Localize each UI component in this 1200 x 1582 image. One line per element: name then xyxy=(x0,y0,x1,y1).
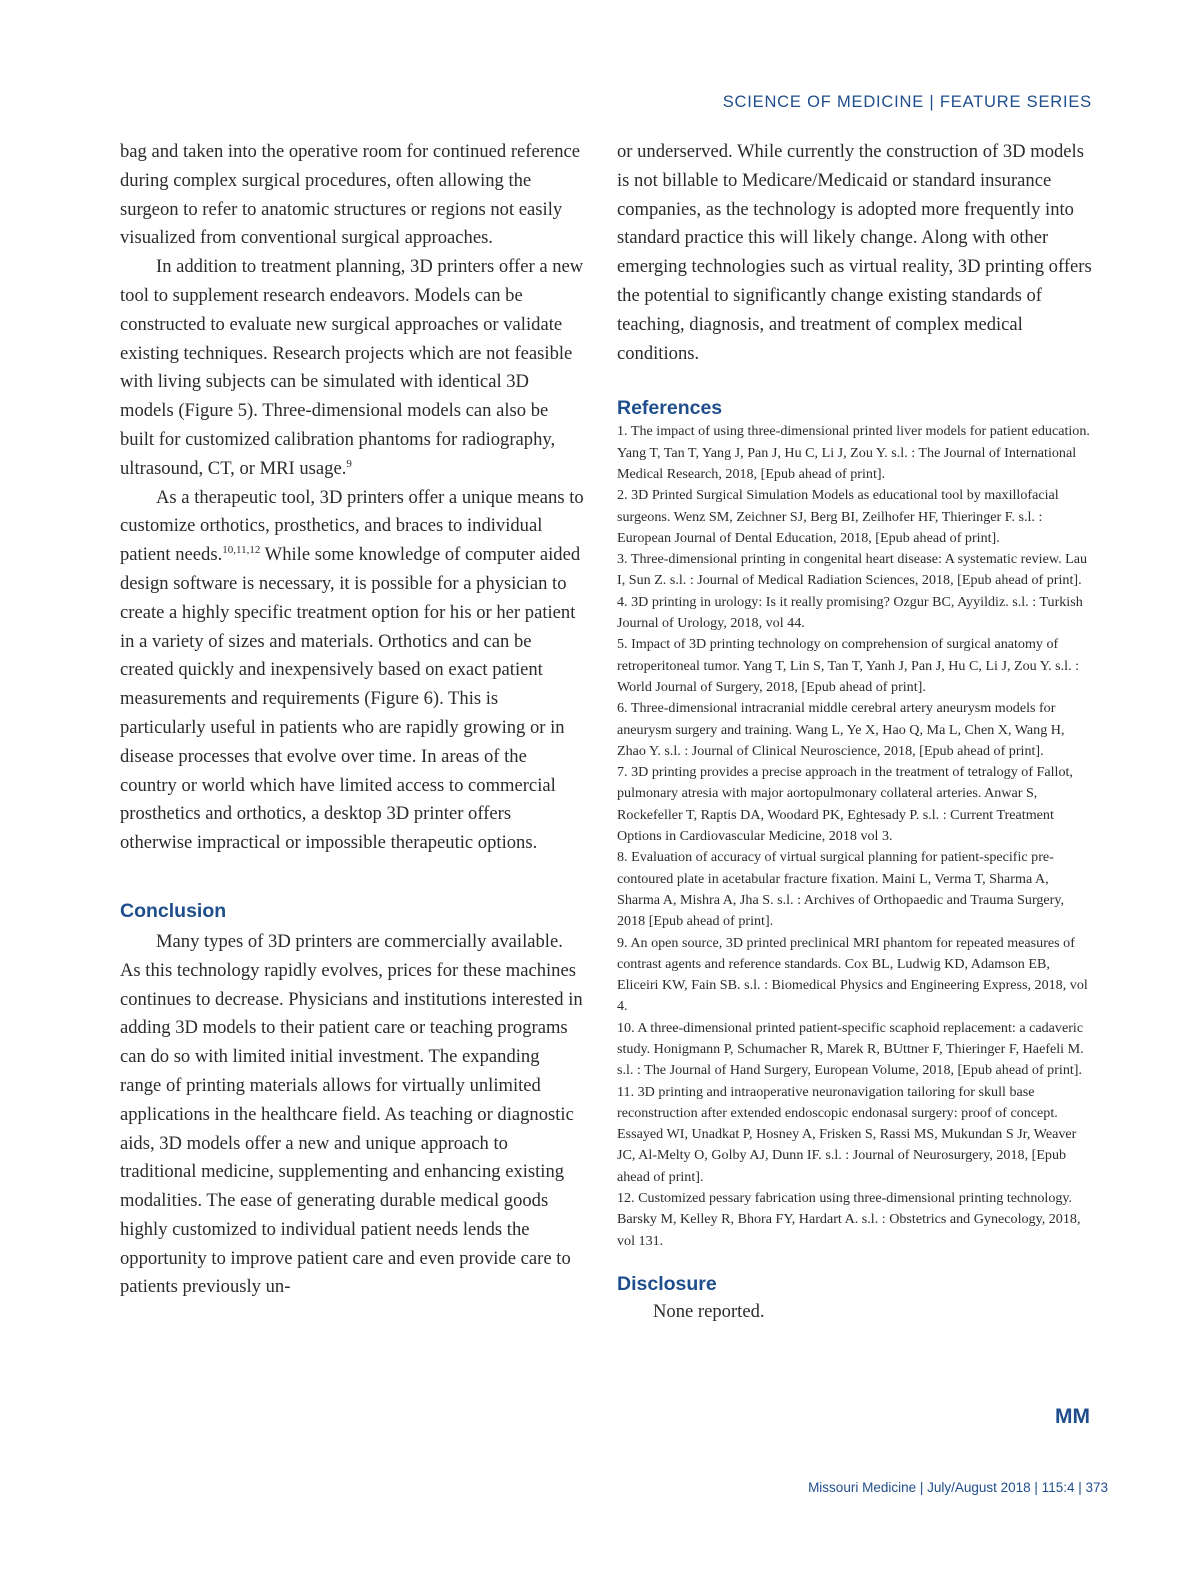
reference-item: 8. Evaluation of accuracy of virtual surgical planning for patient-specific pre-contoured plate in acetabular fracture fixation. Maini L, Verma T, Sharma A, Sharma A, Mishra A, Jha S. s.l. : Archives of Orthopaedic and Trauma Surgery, 2018 [Epub ahead of print]. xyxy=(617,849,1065,930)
citation-superscript: 9 xyxy=(346,457,352,470)
paragraph-therapeutic xyxy=(120,484,585,858)
paragraph-continuation: or underserved. While currently the construction of 3D models is not billable to Medicare/Medicaid or standard insurance companies, as the technology is adopted more frequently into standard practice this will likely change. Along with other emerging technologies such as virtual reality, 3D printing offers the potential to significantly change existing standards of teaching, diagnosis, and treatment of complex medical conditions. xyxy=(617,141,1092,364)
disclosure-heading: Disclosure xyxy=(617,1272,717,1295)
paragraph-therapeutic-text-a: As a therapeutic tool, 3D printers offer a unique means to customize orthotics, prosthetics, and braces to individual patient needs. xyxy=(120,486,584,566)
reference-item: 2. 3D Printed Surgical Simulation Models as educational tool by maxillofacial surgeons. Wenz SM, Zeichner SJ, Berg BI, Zeilhofer HF, Thieringer F. s.l. : European Journal of Dental Education, 2018, [Epub ahead of print]. xyxy=(617,487,1059,546)
right-column xyxy=(617,138,1093,1325)
reference-item: 4. 3D printing in urology: Is it really promising? Ozgur BC, Ayyildiz. s.l. : Turkish Journal of Urology, 2018, vol 44. xyxy=(617,593,1083,632)
paragraph-intro: bag and taken into the operative room for continued reference during complex surgical procedures, often allowing the surgeon to refer to anatomic structures or regions not easily visualized from conventional surgical approaches. xyxy=(120,141,580,249)
reference-item: 10. A three-dimensional printed patient-specific scaphoid replacement: a cadaveric study. Honigmann P, Schumacher R, Marek R, BUttner F, Thieringer F, Haefeli M. s.l. : The Journal of Hand Surgery, European Volume, 2018, [Epub ahead of print]. xyxy=(617,1019,1084,1079)
conclusion-heading: Conclusion xyxy=(120,899,227,922)
reference-item: 6. Three-dimensional intracranial middle cerebral artery aneurysm models for aneurysm surgery and training. Wang L, Ye X, Hao Q, Ma L, Chen X, Wang H, Zhao Y. s.l. : Journal of Clinical Neuroscience, 2018, [Epub ahead of print]. xyxy=(617,700,1065,759)
reference-item: 12. Customized pessary fabrication using three-dimensional printing technology. Barsky M, Kelley R, Bhora FY, Hardart A. s.l. : Obstetrics and Gynecology, 2018, vol 131. xyxy=(617,1190,1081,1249)
reference-item: 11. 3D printing and intraoperative neuronavigation tailoring for skull base reconstruction after extended endoscopic endonasal surgery: proof of concept. Essayed WI, Unadkat P, Hosney A, Frisken S, Rassi MS, Mukundan S Jr, Weaver JC, Al-Melty O, Golby AJ, Dunn IF. s.l. : Journal of Neurosurgery, 2018, [Epub ahead of print]. xyxy=(617,1083,1077,1185)
paragraph-therapeutic-text-b: While some knowledge of computer aided design software is necessary, it is possible for a physician to create a highly specific treatment option for his or her patient in a variety of sizes and materials. Orthotics and can be created quickly and inexpensively based on exact patient measurements and requirements (Figure 6). This is particularly useful in patients who are rapidly growing or in disease processes that evolve over time. In areas of the country or world which have limited access to commercial prosthetics and orthotics, a desktop 3D printer offers otherwise impractical or impossible therapeutic options. xyxy=(120,544,581,854)
page-footer: Missouri Medicine | July/August 2018 | 115:4 | 373 xyxy=(808,1480,1108,1495)
reference-item: 3. Three-dimensional printing in congenital heart disease: A systematic review. Lau I, Sun Z. s.l. : Journal of Medical Radiation Sciences, 2018, [Epub ahead of print]. xyxy=(617,551,1088,589)
paragraph-research xyxy=(120,253,585,483)
end-mark-logo: MM xyxy=(1055,1405,1090,1428)
reference-item: 9. An open source, 3D printed preclinical MRI phantom for repeated measures of contrast agents and reference standards. Cox BL, Ludwig KD, Adamson EB, Eliceiri KW, Fain SB. s.l. : Biomedical Physics and Engineering Express, 2018, vol 4. xyxy=(617,934,1088,1015)
reference-item: 7. 3D printing provides a precise approach in the treatment of tetralogy of Fallot, pulmonary atresia with major aortopulmonary collateral arteries. Anwar S, Rockefeller T, Raptis DA, Woodard PK, Eghtesady P. s.l. : Current Treatment Options in Cardiovascular Medicine, 2018 vol 3. xyxy=(617,764,1073,845)
references-heading: References xyxy=(617,397,723,420)
reference-item: 1. The impact of using three-dimensional printed liver models for patient education. Yang T, Tan T, Yang J, Pan J, Hu C, Li J, Zou Y. s.l. : The Journal of International Medical Research, 2018, [Epub ahead of print]. xyxy=(617,423,1090,482)
reference-list xyxy=(617,421,1093,1252)
reference-item: 5. Impact of 3D printing technology on comprehension of surgical anatomy of retroperitoneal tumor. Yang T, Lin S, Tan T, Yanh J, Pan J, Hu C, Li J, Zou Y. s.l. : World Journal of Surgery, 2018, [Epub ahead of print]. xyxy=(617,636,1080,695)
citation-superscript: 10,11,12 xyxy=(222,543,261,556)
left-column xyxy=(120,138,585,1302)
disclosure-text: None reported. xyxy=(653,1300,765,1322)
running-head: SCIENCE OF MEDICINE | FEATURE SERIES xyxy=(722,93,1092,111)
paragraph-research-text: In addition to treatment planning, 3D printers offer a new tool to supplement research endeavors. Models can be constructed to evaluate new surgical approaches or validate existing techniques. Research projects which are not feasible with living subjects can be simulated with identical 3D models (Figure 5). Three-dimensional models can also be built for customized calibration phantoms for radiography, ultrasound, CT, or MRI usage. xyxy=(120,256,584,479)
paragraph-conclusion: Many types of 3D printers are commercially available. As this technology rapidly evolves, prices for these machines continues to decrease. Physicians and institutions interested in adding 3D models to their patient care or teaching programs can do so with limited initial investment. The expanding range of printing materials allows for virtually unlimited applications in the healthcare field. As teaching or diagnostic aids, 3D models offer a new and unique approach to traditional medicine, supplementing and enhancing existing modalities. The ease of generating durable medical goods highly customized to individual patient needs lends the opportunity to improve patient care and even provide care to patients previously un- xyxy=(120,930,583,1298)
